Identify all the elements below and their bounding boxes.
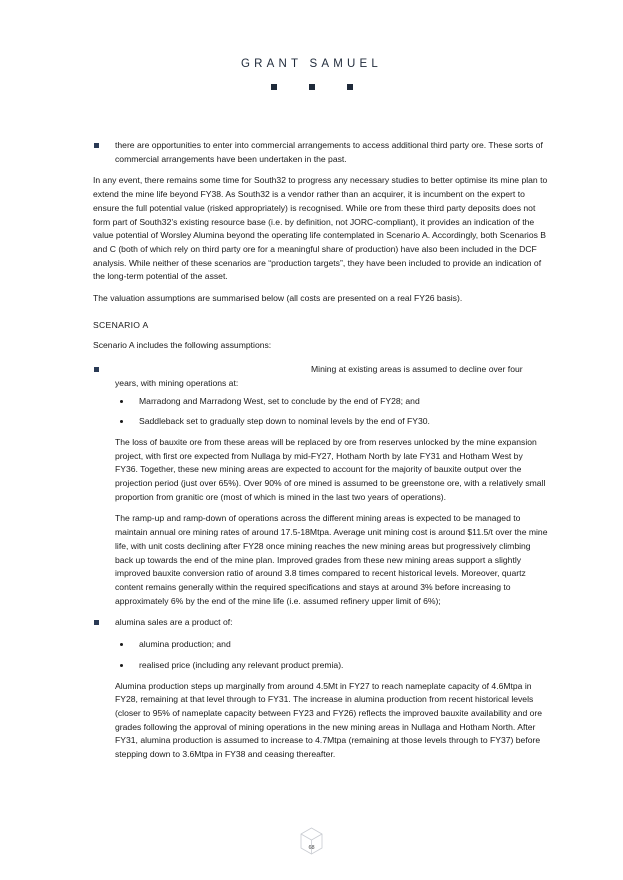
page-header [0, 58, 623, 90]
bullet-text: alumina sales are a product of: [115, 617, 233, 628]
paragraph: The valuation assumptions are summarised below (all costs are presented on a real FY26 basis). [93, 293, 463, 304]
square-decoration [347, 84, 353, 90]
sub-list [93, 638, 548, 762]
section-heading: SCENARIO A [93, 319, 149, 330]
square-decoration [309, 84, 315, 90]
paragraph: Alumina production steps up marginally from around 4.5Mt in FY27 to reach nameplate capacity of 4.6Mtpa in FY28, remaining at that level through to FY31. The increase in alumina production from recent historical levels (closer to 95% of nameplate capacity between FY23 and FY26) reflects the improved bauxite availability and ore grades following the approval of mining operations in the new mining areas in Nullaga and Hotham North. After FY31, alumina production is assumed to increase to 4.7Mtpa (remaining at those levels through to FY37) before stepping down to 3.6Mtpa in FY38 and ceasing thereafter. [115, 680, 543, 760]
bullet-item [93, 363, 548, 390]
square-decoration [271, 84, 277, 90]
bullet-text: there are opportunities to enter into commercial arrangements to access additional third party ore. These sorts of commercial arrangements have been undertaken in the past. [115, 140, 543, 164]
square-bullet-icon [94, 367, 99, 372]
document-body [93, 139, 548, 770]
square-bullet-icon [94, 143, 99, 148]
sub-bullet-item: Saddleback set to gradually step down to nominal levels by the end of FY30. [115, 415, 548, 429]
paragraph: The ramp-up and ramp-down of operations across the different mining areas is expected to be managed to maintain annual ore mining rates of around 17.5-18Mtpa. Average unit mining cost is around $11.5/t over the mine life, with unit costs declining after FY28 once mining reaches the new mining areas but progressively climbing back up towards the end of the mine plan. Improved grades from these new mining areas support a slightly improved bauxite conversion ratio of around 3.8 times compared to recent historical levels. Moreover, quartz content remains generally within the required specifications and stays at around 3% before increasing to approximately 6% by the end of the mine life (i.e. assumed refinery upper limit of 6%); [115, 513, 548, 606]
sub-bullet-item: alumina production; and [115, 638, 548, 652]
sub-bullet-item: realised price (including any relevant product premia). [115, 659, 548, 673]
bullet-item [93, 139, 548, 166]
square-bullet-icon [94, 620, 99, 625]
sub-bullet-item: Marradong and Marradong West, set to conclude by the end of FY28; and [115, 395, 548, 409]
brand-logo: GRANT SAMUEL [241, 58, 382, 70]
paragraph: Scenario A includes the following assumptions: [93, 340, 272, 351]
sub-list [93, 395, 548, 609]
bullet-item [93, 616, 548, 630]
bullet-text: Mining at existing areas is assumed to decline over four [311, 364, 523, 375]
paragraph: The loss of bauxite ore from these areas will be replaced by ore from reserves unlocked by the mine expansion project, with first ore expected from Nullaga by mid-FY27, Hotham North by late FY31 and Hotham West by FY36. Together, these new mining areas are expected to account for the majority of bauxite output over the projection period (just over 65%). Over 90% of ore mined is assumed to be greenstone ore, with a relatively small proportion from granitic ore (most of which is mined in the last two years of operations). [115, 436, 546, 502]
footer-cube-icon [0, 826, 623, 856]
header-squares [0, 84, 623, 90]
page-number: 68 [308, 845, 315, 851]
paragraph: In any event, there remains some time for South32 to progress any necessary studies to better optimise its mine plan to extend the mine life beyond FY38. As South32 is a vendor rather than an acquirer, it is incumbent on the expert to ensure the full potential value (risked appropriately) is recognised. While ore from these third party deposits does not form part of South32’s existing resource base (i.e. by definition, not JORC-compliant), it provides an indication of the value potential of Worsley Alumina beyond the operating life contemplated in Scenario A. Accordingly, both Scenarios B and C (both of which rely on third party ore for a meaningful share of production) have also been included in the DCF analysis. While neither of these scenarios are “production targets”, they have been included to provide an indication of the long-term potential of the asset. [93, 175, 548, 282]
bullet-text: years, with mining operations at: [115, 377, 239, 388]
